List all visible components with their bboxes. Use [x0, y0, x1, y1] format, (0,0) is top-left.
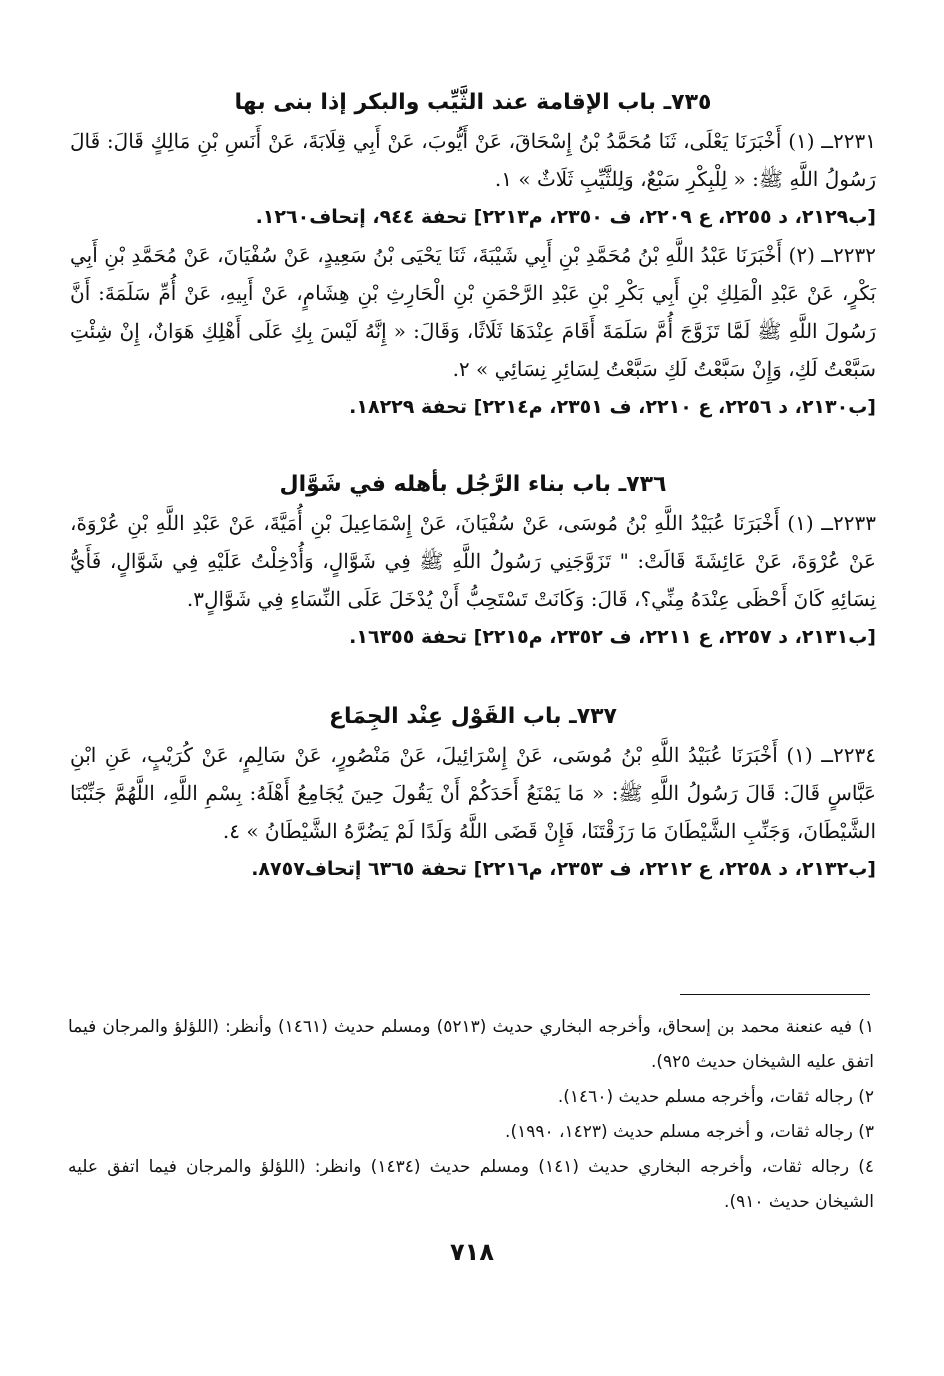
footnote-3: ٣) رجاله ثقات، و أخرجه مسلم حديث (١٤٢٣، ١٩٩٠). [505, 1122, 874, 1142]
reference-2231: [ب٢١٢٩، د ٢٢٥٥، ع ٢٢٠٩، ف ٢٣٥٠، م٢٢١٣] تحفة ٩٤٤، إتحاف١٢٦٠. [255, 206, 876, 228]
page-number: ٧١٨ [450, 1238, 494, 1266]
reference-2232: [ب٢١٣٠، د ٢٢٥٦، ع ٢٢١٠، ف ٢٣٥١، م٢٢١٤] تحفة ١٨٢٢٩. [349, 396, 876, 418]
reference-2233: [ب٢١٣١، د ٢٢٥٧، ع ٢٢١١، ف ٢٣٥٢، م٢٢١٥] تحفة ١٦٣٥٥. [349, 626, 876, 648]
hadith-2233: ٢٢٣٣ــ (١) أَخْبَرَنَا عُبَيْدُ اللَّهِ بْنُ مُوسَى، عَنْ سُفْيَانَ، عَنْ إِسْمَاعِيلَ بْنِ أُمَيَّةَ، عَنْ عَبْدِ اللَّهِ بْنِ عُرْوَةَ، عَنْ عُرْوَةَ، عَنْ عَائِشَةَ قَالَتْ: " تَزَوَّجَنِي رَسُولُ اللَّهِ ﷺ فِي شَوَّالٍ، وَأُدْخِلْتُ عَلَيْهِ فِي شَوَّالٍ، فَأَيُّ نِسَائِهِ كَانَ أَحْظَى عِنْدَهُ مِنِّي؟، قَالَ: وَكَانَتْ تَسْتَحِبُّ أَنْ يُدْخَلَ عَلَى النِّسَاءِ فِي شَوَّالٍ٣. [70, 511, 876, 611]
hadith-2232: ٢٢٣٢ــ (٢) أَخْبَرَنَا عَبْدُ اللَّهِ بْنُ مُحَمَّدِ بْنِ أَبِي شَيْبَةَ، ثَنَا يَحْيَى بْنُ سَعِيدٍ، عَنْ سُفْيَانَ، عَنْ مُحَمَّدِ بْنِ أَبِي بَكْرٍ، عَنْ عَبْدِ الْمَلِكِ بْنِ أَبِي بَكْرِ بْنِ عَبْدِ الرَّحْمَنِ بْنِ الْحَارِثِ بْنِ هِشَامٍ، عَنْ أَبِيهِ، عَنْ أُمِّ سَلَمَةَ: أَنَّ رَسُولَ اللَّهِ ﷺ لَمَّا تَزَوَّجَ أُمَّ سَلَمَةَ أَقَامَ عِنْدَهَا ثَلَاثًا، وَقَالَ: « إِنَّهُ لَيْسَ بِكِ عَلَى أَهْلِكِ هَوَانٌ، إِنْ شِئْتِ سَبَّعْتُ لَكِ، وَإِنْ سَبَّعْتُ لَكِ سَبَّعْتُ لِسَائِرِ نِسَائِي » ٢. [70, 243, 876, 381]
section-spacer [70, 426, 876, 466]
footnote-4: ٤) رجاله ثقات، وأخرجه البخاري حديث (١٤١) ومسلم حديث (١٤٣٤) وانظر: (اللؤلؤ والمرجان فيما اتفق عليه الشيخان حديث ٩١٠). [68, 1157, 874, 1212]
chapter-heading-736: ٧٣٦ـ باب بناء الرَّجُل بأهله في شَوَّال [279, 472, 667, 497]
section-spacer [70, 656, 876, 698]
chapter-heading-735: ٧٣٥ـ باب الإقامة عند الثَّيِّب والبكر إذا بنى بها [234, 90, 712, 115]
footnote-1: ١) فيه عنعنة محمد بن إسحاق، وأخرجه البخاري حديث (٥٢١٣) ومسلم حديث (١٤٦١) وأنظر: (اللؤلؤ والمرجان فيما اتفق عليه الشيخان حديث ٩٢٥). [68, 1017, 874, 1072]
footnote-divider [680, 994, 870, 995]
page-body [70, 84, 876, 888]
hadith-2231: ٢٢٣١ــ (١) أَخْبَرَنَا يَعْلَى، ثَنَا مُحَمَّدُ بْنُ إِسْحَاقَ، عَنْ أَيُّوبَ، عَنْ أَبِي قِلَابَةَ، عَنْ أَنَسِ بْنِ مَالِكٍ قَالَ: قَالَ رَسُولُ اللَّهِ ﷺ: « لِلْبِكْرِ سَبْعٌ، وَلِلثَّيِّبِ ثَلَاثٌ » ١. [70, 129, 876, 191]
hadith-2234: ٢٢٣٤ــ (١) أَخْبَرَنَا عُبَيْدُ اللَّهِ بْنُ مُوسَى، عَنْ إِسْرَائِيلَ، عَنْ مَنْصُورٍ، عَنْ سَالِمٍ، عَنْ كُرَيْبٍ، عَنِ ابْنِ عَبَّاسٍ قَالَ: قَالَ رَسُولُ اللَّهِ ﷺ: « مَا يَمْنَعُ أَحَدَكُمْ أَنْ يَقُولَ حِينَ يُجَامِعُ أَهْلَهُ: بِسْمِ اللَّهِ، اللَّهُمَّ جَنِّبْنَا الشَّيْطَانَ، وَجَنِّبِ الشَّيْطَانَ مَا رَزَقْتَنَا، فَإِنْ قَضَى اللَّهُ وَلَدًا لَمْ يَضُرَّهُ الشَّيْطَانُ » ٤. [70, 743, 876, 843]
chapter-heading-737: ٧٣٧ـ باب القَوْل عِنْد الجِمَاع [328, 704, 617, 729]
footnotes [68, 1010, 874, 1220]
footnote-2: ٢) رجاله ثقات، وأخرجه مسلم حديث (١٤٦٠). [557, 1087, 874, 1107]
reference-2234: [ب٢١٣٢، د ٢٢٥٨، ع ٢٢١٢، ف ٢٣٥٣، م٢٢١٦] تحفة ٦٣٦٥ إتحاف٨٧٥٧. [251, 858, 876, 880]
